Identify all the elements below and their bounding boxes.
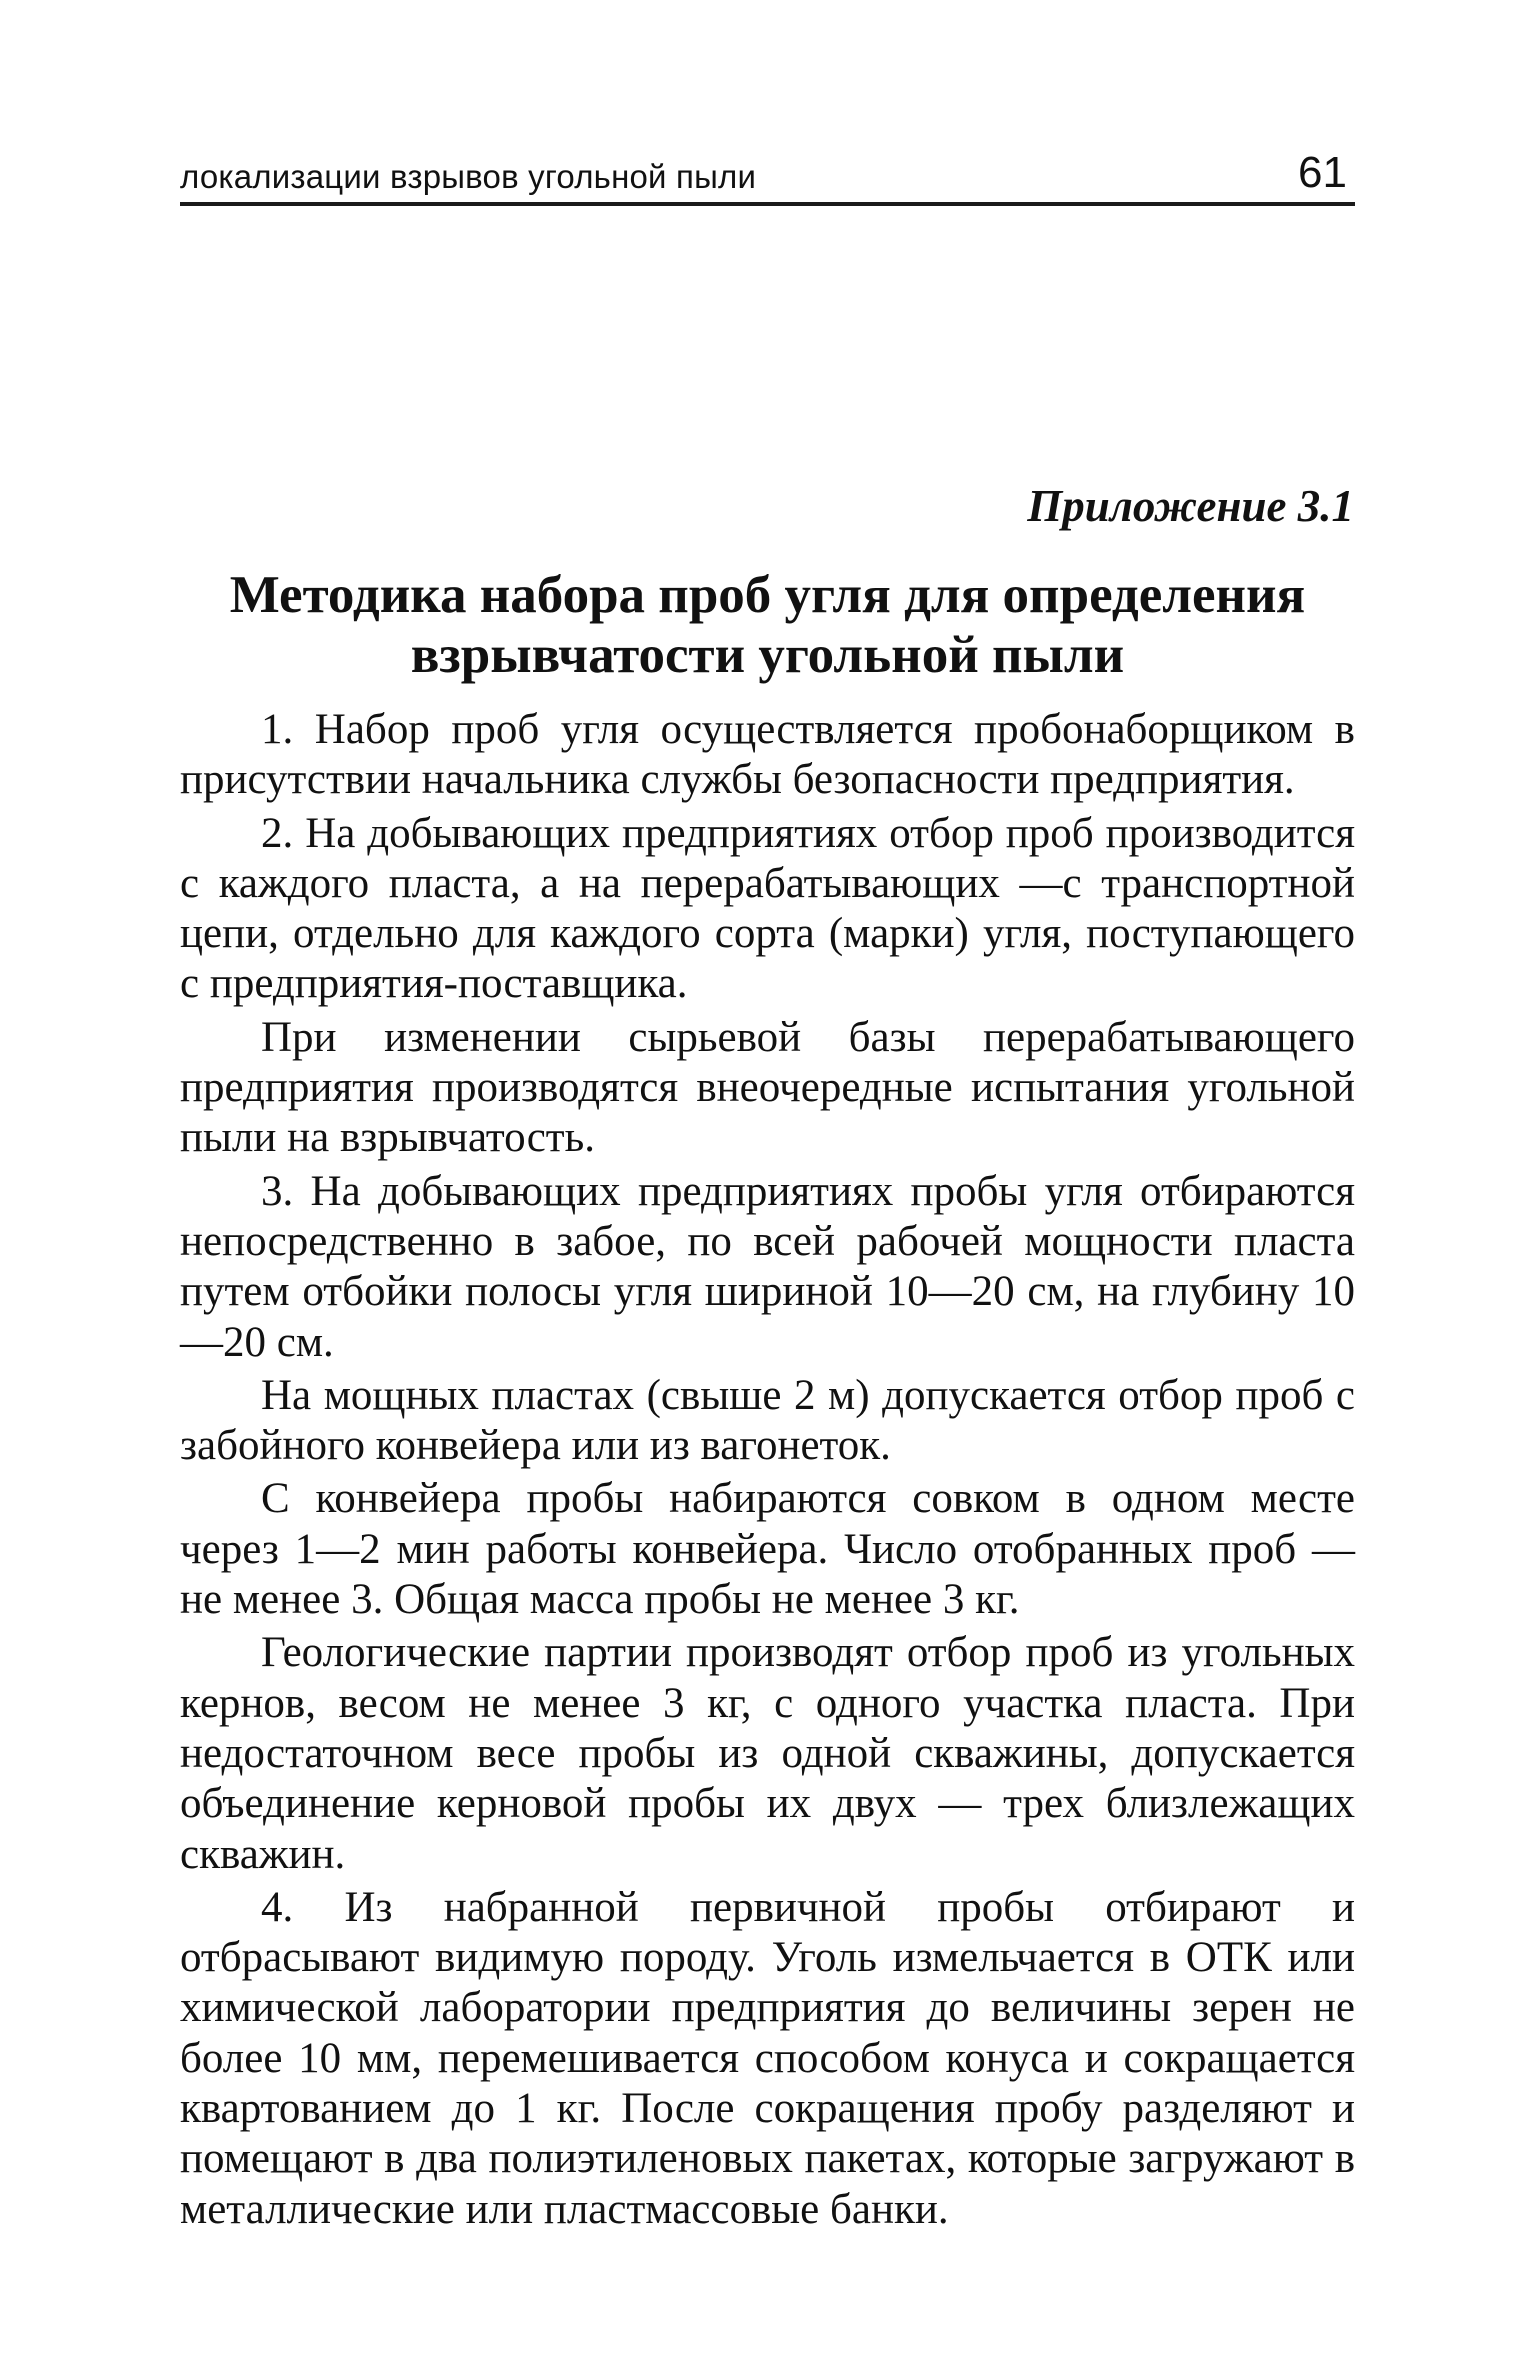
paragraph-7: Геологические партии производят отбор проб из угольных кернов, весом не менее 3 кг, с одного участка пласта. При недостаточном весе пробы из одной скважины, допускается объединение керновой пробы их двух — трех близлежащих скважин. [180,1629,1355,1878]
paragraph-2: 2. На добывающих предприятиях отбор проб производится с каждого пласта, а на перерабатывающих —с транспортной цепи, отдельно для каждого сорта (марки) угля, поступающего с предприятия-поставщика. [180,809,1355,1008]
running-header [180,140,1355,206]
paragraph-4: 3. На добывающих предприятиях пробы угля отбираются непосредственно в забое, по всей рабочей мощности пласта путем отбойки полосы угля шириной 10—20 см, на глубину 10—20 см. [180,1167,1355,1366]
running-header-title: локализации взрывов угольной пыли [180,158,757,195]
page-number: 61 [1298,148,1347,197]
paragraph-3: При изменении сырьевой базы перерабатывающего предприятия производятся внеочередные испытания угольной пыли на взрывчатость. [180,1013,1355,1162]
paragraph-6: С конвейера пробы набираются совком в одном месте через 1—2 мин работы конвейера. Число отобранных проб — не менее 3. Общая масса пробы не менее 3 кг. [180,1475,1355,1624]
appendix-label: Приложение 3.1 [1027,481,1354,531]
paragraph-8: 4. Из набранной первичной пробы отбирают и отбрасывают видимую породу. Уголь измельчается в ОТК или химической лаборатории предприятия до величины зерен не более 10 мм, перемешивается способом конуса и сокращается квартованием до 1 кг. После сокращения пробу разделяют и помещают в два полиэтиленовых пакетах, которые загружают в металлические или пластмассовые банки. [180,1883,1355,2233]
paragraph-1: 1. Набор проб угля осуществляется пробонаборщиком в присутствии начальника службы безопасности предприятия. [180,706,1355,804]
page-title: Методика набора проб угля для определения взрывчатости угольной пыли [229,566,1306,684]
paragraph-5: На мощных пластах (свыше 2 м) допускается отбор проб с забойного конвейера или из вагонеток. [180,1371,1355,1470]
body-text [180,705,1355,2238]
